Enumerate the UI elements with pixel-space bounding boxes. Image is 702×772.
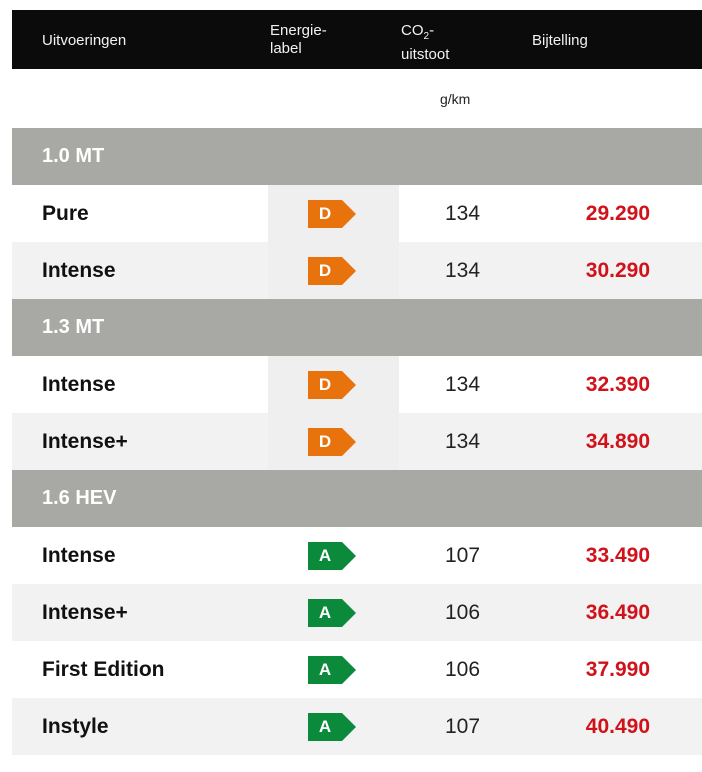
table-row — [12, 356, 702, 413]
model-name: Intense+ — [42, 430, 128, 453]
energy-label-letter: D — [318, 261, 332, 280]
group-header — [12, 299, 702, 356]
model-name: Intense — [42, 544, 116, 567]
header-uitvoeringen: Uitvoeringen — [42, 32, 127, 49]
energy-label-letter: D — [318, 204, 332, 223]
model-name: Intense — [42, 373, 116, 396]
co2-value: 106 — [445, 601, 481, 624]
header-energielabel-line1: Energie- — [270, 22, 327, 39]
energy-label-badge — [308, 200, 356, 228]
energy-label-letter: D — [318, 375, 332, 394]
header-bijtelling: Bijtelling — [532, 32, 588, 49]
table-row — [12, 641, 702, 698]
group-header — [12, 470, 702, 527]
table-row — [12, 413, 702, 470]
co2-value: 134 — [445, 202, 481, 225]
model-name: First Edition — [42, 658, 165, 681]
model-name: Intense — [42, 259, 116, 282]
units-row — [12, 69, 702, 128]
header-co2-suffix: - — [429, 22, 435, 39]
energy-label-letter: D — [318, 432, 332, 451]
table-row — [12, 242, 702, 299]
bijtelling-value: 34.890 — [585, 430, 650, 453]
group-title: 1.0 MT — [42, 145, 105, 167]
header-co2-line1 — [401, 22, 449, 46]
co2-value: 107 — [445, 544, 481, 567]
table-row — [12, 698, 702, 755]
energy-label-letter: A — [318, 717, 332, 736]
bijtelling-value: 36.490 — [585, 601, 650, 624]
co2-value: 106 — [445, 658, 481, 681]
group-title: 1.6 HEV — [42, 487, 117, 509]
table-body — [12, 128, 702, 755]
energy-label-badge — [308, 656, 356, 684]
energy-label-badge — [308, 428, 356, 456]
table-row — [12, 185, 702, 242]
header-co2 — [401, 22, 449, 64]
header-energielabel — [270, 22, 327, 58]
energy-label-badge — [308, 542, 356, 570]
bijtelling-value: 30.290 — [585, 259, 650, 282]
energy-label-letter: A — [318, 660, 332, 679]
co2-value: 134 — [445, 373, 481, 396]
table-header — [12, 10, 702, 69]
co2-value: 107 — [445, 715, 481, 738]
co2-unit: g/km — [440, 91, 471, 107]
energy-label-badge — [308, 713, 356, 741]
header-co2-sub: 2 — [423, 31, 430, 42]
bijtelling-value: 37.990 — [585, 658, 650, 681]
co2-value: 134 — [445, 430, 481, 453]
co2-value: 134 — [445, 259, 481, 282]
energy-label-badge — [308, 371, 356, 399]
bijtelling-value: 29.290 — [585, 202, 650, 225]
model-name: Instyle — [42, 715, 109, 738]
model-name: Pure — [42, 202, 89, 225]
model-name: Intense+ — [42, 601, 128, 624]
pricing-table — [12, 10, 702, 755]
table-row — [12, 584, 702, 641]
bijtelling-value: 33.490 — [585, 544, 650, 567]
energy-label-letter: A — [318, 546, 332, 565]
bijtelling-value: 32.390 — [585, 373, 650, 396]
header-co2-main: CO — [401, 22, 424, 39]
energy-label-letter: A — [318, 603, 332, 622]
group-header — [12, 128, 702, 185]
header-energielabel-line2: label — [270, 40, 302, 57]
header-co2-line2: uitstoot — [401, 46, 450, 63]
bijtelling-value: 40.490 — [585, 715, 650, 738]
group-title: 1.3 MT — [42, 316, 105, 338]
energy-label-badge — [308, 599, 356, 627]
energy-label-badge — [308, 257, 356, 285]
table-row — [12, 527, 702, 584]
